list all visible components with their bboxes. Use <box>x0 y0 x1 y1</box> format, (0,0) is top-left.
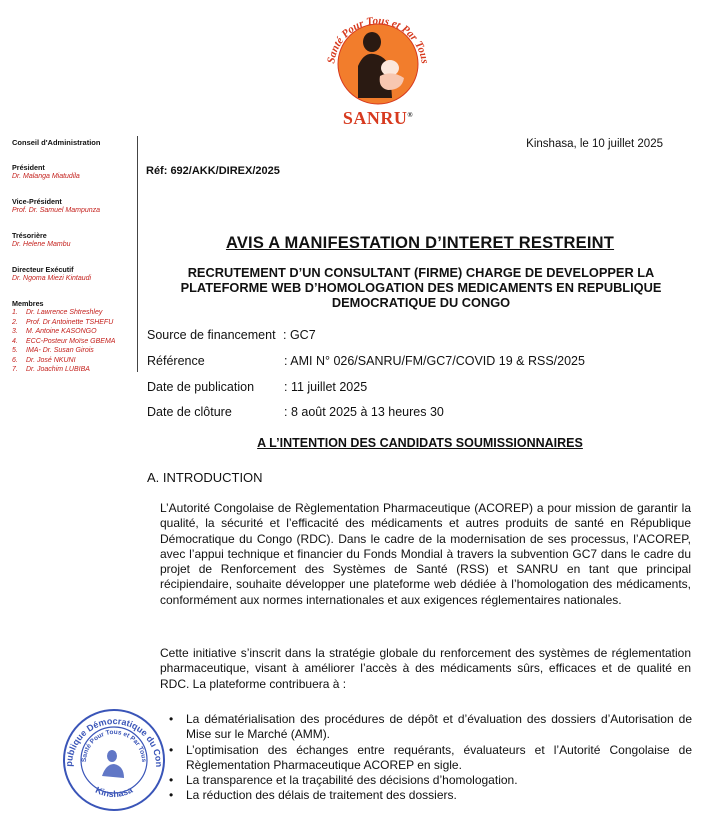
paragraph-text: L’Autorité Congolaise de Règlementation Pharmaceutique (ACOREP) a pour mission de garantir la qualité, la sécurité et l’efficacité des médicaments et autres produits de santé en République Démocratique du Congo (RDC). Dans le cadre de la modernisation de ses processus, l’ACOREP, avec l’appui technique et financier du Fonds Mondial à travers la subvention GC7 dans le cadre du projet de Renforcement des Systèmes de Santé (RSS) et SANRU en tant que principal récipiendaire, souhaite développer une plateforme web dédiée à l’homologation des médicaments, conformément aux normes internationales et aux exigences réglementaires nationales. <box>160 501 691 607</box>
list-item-text: L’optimisation des échanges entre requérants, évaluateurs et l’Autorité Congolaise de Règlementation Pharmaceutique ACOREP en sigle. <box>186 742 692 772</box>
meta-value: : 11 juillet 2025 <box>284 380 368 394</box>
intro-paragraph-1 <box>160 501 691 608</box>
stamp-seal-icon <box>56 706 172 814</box>
sidebar-divider <box>137 136 138 372</box>
logo-brand-text: SANRU <box>342 108 408 128</box>
sanru-emblem-icon <box>318 6 438 116</box>
role-label: Vice-Président <box>12 197 62 206</box>
list-item <box>12 318 132 328</box>
logo-ring-text: Santé Pour Tous et Par Tous <box>325 14 431 65</box>
intro-paragraph-2 <box>160 646 691 692</box>
section-heading: A. INTRODUCTION <box>147 470 263 485</box>
stamp-ring-text: publique Démocratique du Con <box>63 715 165 768</box>
member-name: IMA- Dr. Susan Girois <box>26 347 94 354</box>
list-item <box>12 327 132 337</box>
bullet-icon: • <box>169 712 174 726</box>
document-date: Kinshasa, le 10 juillet 2025 <box>526 138 663 150</box>
member-number: 5. <box>12 347 18 354</box>
meta-value: : GC7 <box>283 328 316 342</box>
sanru-logo <box>318 6 438 130</box>
meta-value: : 8 août 2025 à 13 heures 30 <box>284 405 444 419</box>
stamp-city-text: Kinshasa <box>93 784 135 800</box>
list-item <box>169 788 692 803</box>
paragraph-text: Cette initiative s’inscrit dans la stratégie globale du renforcement des systèmes de réglementation pharmaceutique, visant à améliorer l’accès à des médicaments sûrs, efficaces et de qualité en RDC. La plateforme contribuera à : <box>160 646 691 691</box>
registered-mark: ® <box>407 111 414 119</box>
role-name: Dr. Helene Mambu <box>12 241 71 248</box>
objectives-list <box>169 712 692 804</box>
board-title: Conseil d'Administration <box>12 138 101 147</box>
list-item-text: La transparence et la traçabilité des décisions d’homologation. <box>186 773 518 788</box>
section-intent-heading: A L’INTENTION DES CANDIDATS SOUMISSIONNAIRES <box>257 436 583 450</box>
member-number: 2. <box>12 318 18 326</box>
member-name: Dr. Joachim LUBIBA <box>26 366 90 373</box>
members-list <box>12 308 132 375</box>
meta-label: Date de clôture <box>147 405 232 419</box>
list-item <box>12 365 132 375</box>
role-label: Trésorière <box>12 231 47 240</box>
member-name: ECC-Posteur Moïse GBEMA <box>26 337 116 345</box>
role-president <box>12 163 132 181</box>
list-item <box>169 773 692 788</box>
list-item <box>12 346 132 356</box>
member-name: Dr. Lawrence Shtreshley <box>26 309 103 316</box>
bullet-icon: • <box>169 742 174 757</box>
role-name: Prof. Dr. Samuel Mampunza <box>12 207 101 214</box>
bullet-icon: • <box>169 788 174 803</box>
list-item <box>12 356 132 366</box>
list-item <box>169 742 692 774</box>
list-item-text: La dématérialisation des procédures de dépôt et d’évaluation des dossiers d’Autorisation de Mise sur le Marché (AMM). <box>186 712 692 742</box>
meta-label: Date de publication <box>147 380 255 394</box>
svg-text:Kinshasa <box>94 784 135 799</box>
role-label: Président <box>12 163 45 172</box>
members-label: Membres <box>12 299 44 308</box>
board-sidebar <box>12 138 132 375</box>
meta-label: Référence <box>147 354 205 368</box>
member-number: 4. <box>12 337 18 345</box>
page-title: AVIS A MANIFESTATION D’INTERET RESTREINT <box>225 234 615 252</box>
meta-label: Source de financement <box>147 328 276 342</box>
member-number: 3. <box>12 328 18 335</box>
list-item <box>12 337 132 347</box>
role-label: Directeur Exécutif <box>12 265 74 274</box>
official-stamp <box>56 706 172 814</box>
document-reference: Réf: 692/AKK/DIREX/2025 <box>146 165 280 177</box>
member-number: 7. <box>12 366 18 373</box>
list-item <box>169 712 692 743</box>
role-executive-director <box>12 265 132 283</box>
meta-value: : AMI N° 026/SANRU/FM/GC7/COVID 19 & RSS/2025 <box>284 354 585 368</box>
list-item-text: La réduction des délais de traitement des dossiers. <box>186 788 457 803</box>
stamp-inner-text: Santé Pour Tous et Par Tous <box>80 728 148 763</box>
bullet-icon: • <box>169 773 174 788</box>
list-item <box>12 308 132 318</box>
page-subtitle: RECRUTEMENT D’UN CONSULTANT (FIRME) CHARGE DE DEVELOPPER LA PLATEFORME WEB D’HOMOLOGATION DES MEDICAMENTS EN REPUBLIQUE DEMOCRATIQUE DU CONGO <box>180 265 662 310</box>
role-name: Dr. Ngoma Miezi Kintaudi <box>12 275 92 282</box>
member-number: 1. <box>12 309 18 316</box>
role-name: Dr. Malanga Miatudila <box>12 173 80 180</box>
member-name: M. Antoine KASONGO <box>26 328 97 335</box>
role-vice-president <box>12 197 132 215</box>
role-treasurer <box>12 231 132 249</box>
member-name: Prof. Dr Antoinette TSHEFU <box>26 318 114 326</box>
member-number: 6. <box>12 356 18 364</box>
member-name: Dr. José NKUNI <box>26 356 76 364</box>
